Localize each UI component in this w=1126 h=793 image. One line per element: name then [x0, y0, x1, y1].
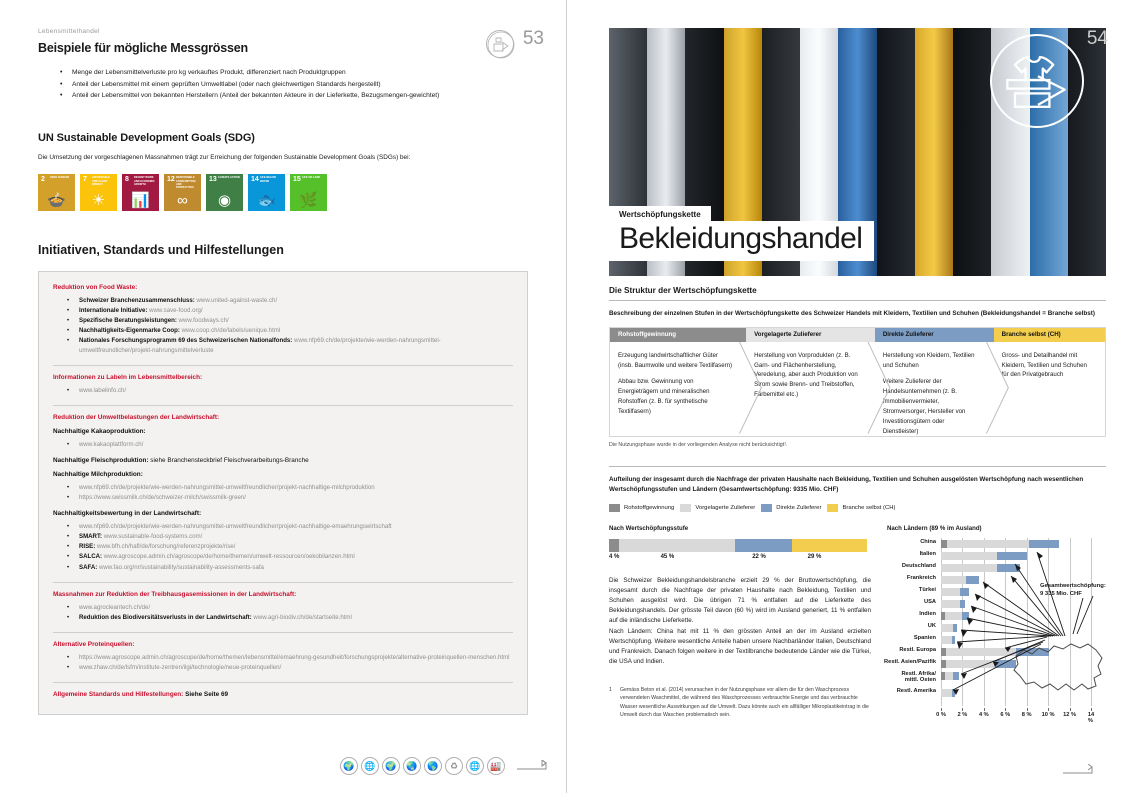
sdg-glyph: ◉ [217, 191, 232, 209]
sdg-7-icon [80, 174, 117, 211]
stack-value-2: 45 % [660, 553, 675, 560]
item-url: www.nfp69.ch/de/projekte/wie-werden-nahrungsmittel-umweltfreundlicher/projekt-nahrungsmittelverluste [79, 337, 441, 355]
table-row [941, 564, 1020, 572]
stack-value-4: 29 % [807, 553, 822, 560]
legend-swatch [827, 504, 838, 512]
globe-asia-icon[interactable]: 🌏 [403, 757, 421, 775]
item-url: https://www.swissmilk.ch/de/schweizer-milch/swissmilk-green/ [79, 494, 246, 502]
chain-footnote: Die Nutzungsphase wurde in der vorliegenden Analyse nicht berücksichtigt¹. [609, 441, 788, 448]
chain-stage-body-2 [746, 342, 875, 437]
infobox-list [53, 603, 513, 623]
chart-subtitle-country: Nach Ländern (89 % im Ausland) [887, 524, 982, 532]
country-bar-chart [884, 538, 1106, 724]
infobox-heading-environment: Reduktion der Umweltbelastungen der Landwirtschaft: [53, 414, 220, 422]
row-label: Restl. Asien/Pazifik [884, 658, 936, 665]
item-url: www.save-food.org/ [147, 306, 203, 314]
sdg-number: 7 [83, 175, 87, 183]
measures-list [38, 67, 528, 102]
list-item[interactable] [53, 552, 513, 562]
infobox-heading-ghg: Massnahmen zur Reduktion der Treibhausgasemissionen in der Landwirtschaft: [53, 590, 297, 598]
table-row [941, 600, 965, 608]
list-item[interactable] [53, 532, 513, 542]
infobox-list [53, 483, 513, 503]
infobox-list [53, 522, 513, 572]
sdg-12-icon [164, 174, 201, 211]
chain-stage-body-1 [610, 342, 746, 437]
footnote-text: Gemäss Beton et al. (2014) verursachen in der Nutzungsphase vor allem die für den Waschprozess verwendeten Waschmittel, die während des Waschprozesses verbrauchte Energie und das verbrauchte Wasser wesentliche Auswirkungen auf die Umwelt. Dazu könnte auch ein allfälliger Mikroplastikeintrag in die Umwelt durch das Waschen problematisch sein. [620, 687, 869, 718]
row-label: Türkei [918, 586, 936, 593]
infobox-heading-labels: Informationen zu Labeln im Lebensmittelbereich: [53, 374, 203, 382]
table-row [941, 672, 959, 680]
x-tick-label: 10 % [1041, 711, 1055, 718]
infobox-heading-protein: Alternative Proteinquellen: [53, 640, 135, 648]
sdg-glyph: 🐟 [257, 191, 276, 209]
row-label: Restl. Europa [899, 646, 936, 653]
sdg-label: RESPONSIBLE CONSUMPTION AND PRODUCTION [176, 176, 196, 190]
page-number-right: 54 [1086, 28, 1108, 49]
chart-row-china [920, 538, 1091, 550]
row-label: Restl. Amerika [896, 687, 936, 694]
body-paragraph-2: Nach Ländern: China hat mit 11 % den grössten Anteil an der im Ausland erzielten Wertschöpfung. Weitere wesentliche Anteile haben unsere Nachbarländer Italien, Deutschland und Frankreich. Danach folgen weitere in der Textilbranche bedeutende Länder wie die Türkei, die USA und Indien. [609, 627, 871, 665]
chain-text: Gross- und Detailhandel mit Kleidern, Textilien und Schuhen für den Privatgebrauch [1001, 351, 1087, 379]
chart-subtitle-stage: Nach Wertschöpfungsstufe [609, 524, 689, 532]
sdg-number: 15 [293, 175, 301, 183]
globe-hand-icon[interactable]: 🌎 [424, 757, 442, 775]
chain-header-row [610, 328, 1105, 342]
world-map-icon[interactable]: 🌐 [361, 757, 379, 775]
country-chart-column [884, 524, 1106, 724]
item-url: https://www.agroscope.admin.ch/agroscope/de/home/themen/lebensmittel/emaehrung-gesundheit/forschungsprojekte/alternative-proteinquellen-menschen.html [79, 653, 510, 661]
item-url: www.agrocleantech.ch/de/ [79, 603, 151, 611]
item-url: www.zhaw.ch/de/lsfm/institute-zentren/ilgi/technologie/neue-proteinquellen/ [79, 663, 282, 671]
chart-row-indien [919, 610, 1091, 622]
chain-body-row [610, 342, 1105, 437]
sdg-2-icon [38, 174, 75, 211]
list-item: • Anteil der Lebensmittel von bekannten Herstellern (Anteil der bekannten Akteure in der Lieferkette, Bezugsmengen-gewichtet) [38, 90, 528, 102]
breadcrumb-eyebrow: Lebensmittelhandel [38, 28, 100, 35]
chain-stage-header-4: Branche selbst (CH) [994, 328, 1105, 342]
sdg-glyph: 🍲 [47, 191, 66, 209]
row-label: China [920, 538, 936, 545]
legend-item-vorgelagert [680, 504, 755, 512]
chain-text: Erzeugung landwirtschaftlicher Güter (insb. Baumwolle und weitere Textilfasern) [618, 351, 733, 369]
item-url: www.agri-biodiv.ch/de/startseite.html [251, 613, 352, 621]
infobox-list [53, 386, 513, 396]
item-label: Nachhaltigkeits-Eigenmarke Coop: [79, 326, 180, 334]
chart-annotation-total: Gesamtwertschöpfung: 9 335 Mio. CHF [1040, 582, 1106, 598]
list-item[interactable] [53, 336, 513, 356]
footnote-mark: 1 [609, 687, 612, 693]
item-label: SAFA: [79, 563, 98, 571]
table-row [941, 636, 955, 644]
section-title-initiatives: Initiativen, Standards und Hilfestellungen [38, 242, 284, 257]
kicker-label: Wertschöpfungskette [609, 206, 711, 221]
initiatives-infobox [38, 271, 528, 715]
back-arrow-icon[interactable] [516, 760, 552, 772]
item-url: www.agroscope.admin.ch/agroscope/de/home/themen/umwelt-ressourcen/oekobilanzen.html [102, 553, 355, 561]
row-label: USA [923, 598, 936, 605]
sdg-14-icon [248, 174, 285, 211]
chain-stage-header-2: Vorgelagerte Zulieferer [746, 328, 875, 342]
sdg-number: 14 [251, 175, 259, 183]
stage-chart-column [609, 525, 871, 723]
x-tick-label: 14 % [1087, 711, 1095, 724]
infobox-heading-standards [53, 691, 513, 698]
item-url: www.bfh.ch/hafl/de/forschung/referenzprojekte/rise/ [95, 543, 236, 551]
legend-swatch [609, 504, 620, 512]
list-item[interactable] [53, 653, 513, 663]
chain-stage-header-1: Rohstoffgewinnung [610, 328, 746, 342]
item-url: www.labelinfo.ch/ [79, 387, 127, 395]
section-title-structure: Die Struktur der Wertschöpfungskette [609, 286, 757, 295]
list-item: • Menge der Lebensmittelverluste pro kg verkauftes Produkt, differenziert nach Produktgruppen [38, 67, 528, 79]
body-text [609, 576, 871, 667]
shirt-exchange-circle-icon [990, 34, 1084, 128]
sdg-number: 13 [209, 175, 217, 183]
page-title-measures: Beispiele für mögliche Messgrössen [38, 41, 248, 55]
list-item[interactable] [53, 316, 513, 326]
chain-text: Herstellung von Vorprodukten (z. B. Garn- und Flächenherstellung, Veredelung, aber auch Produktion von Strom sowie Brenn- und Treibstoffen, Färbemittel etc.) [754, 351, 858, 399]
list-item[interactable] [53, 563, 513, 573]
infobox-sub-cocoa: Nachhaltige Kakaoproduktion: [53, 428, 146, 436]
divider [53, 682, 513, 683]
item-label: SMART: [79, 533, 103, 541]
stacked-bar-stage [609, 539, 867, 552]
stack-value-1: 4 % [609, 553, 620, 560]
stack-segment-rohstoff [609, 539, 619, 552]
sdg-glyph: ∞ [177, 191, 188, 209]
table-row [941, 689, 955, 697]
earth-band-icon[interactable]: 🌐 [466, 757, 484, 775]
legend-label: Vorgelagerte Zulieferer [695, 504, 756, 511]
item-label: Spezifische Beratungsleistungen: [79, 316, 177, 324]
list-item[interactable] [53, 542, 513, 552]
legend-item-direkte [761, 504, 821, 512]
chain-text: Abbau bzw. Gewinnung von Energieträgern und mineralischen Rohstoffen (z. B. für synthetische Textilfasern) [618, 378, 710, 416]
infobox-list [53, 653, 513, 673]
back-arrow-icon[interactable] [1062, 763, 1098, 775]
x-tick-label: 8 % [1021, 711, 1032, 718]
globe-icon[interactable]: 🌍 [340, 757, 358, 775]
list-item[interactable] [53, 326, 513, 336]
sdg-number: 12 [167, 175, 175, 183]
table-row [941, 588, 969, 596]
list-item[interactable] [53, 483, 513, 493]
list-item[interactable] [53, 613, 513, 623]
page-title-text: Bekleidungshandel [619, 222, 863, 255]
legend-swatch [680, 504, 691, 512]
sub-text: siehe Branchensteckbrief Fleischverarbeitungs-Branche [148, 457, 309, 465]
list-item[interactable] [53, 522, 513, 532]
page-number-left: 53 [522, 28, 544, 49]
list-item[interactable] [53, 386, 513, 396]
legend-label: Rohstoffgewinnung [624, 504, 675, 511]
sdg-label: LIFE BELOW WATER [260, 176, 276, 183]
divider [609, 300, 1106, 301]
switzerland-map-icon [1008, 634, 1106, 700]
chain-caption: Beschreibung der einzelnen Stufen in der Wertschöpfungskette des Schweizer Handels mit Kleidern, Textilien und Schuhen (Bekleidungshandel = Branche selbst) [609, 310, 1095, 317]
row-label: Deutschland [901, 562, 936, 569]
charts-area [609, 525, 1106, 723]
list-item: • Anteil der Lebensmittel mit einem geprüften Umweltlabel (oder nach gleichwertigen Standards hergestellt) [38, 79, 528, 91]
legend-label: Branche selbst (CH) [842, 504, 896, 511]
row-label: Indien [919, 610, 936, 617]
chart-x-axis [936, 708, 1095, 724]
globe-africa-icon[interactable]: 🌍 [382, 757, 400, 775]
heading-suffix: Siehe Seite 69 [183, 690, 229, 698]
sdg-icon-row [38, 174, 528, 211]
item-label: SALCA: [79, 553, 103, 561]
list-item[interactable] [53, 663, 513, 673]
heading-text: Allgemeine Standards und Hilfestellungen: [53, 690, 184, 698]
infobox-heading-foodwaste: Reduktion von Food Waste: [53, 283, 138, 291]
infobox-sub-assessment: Nachhaltigkeitsbewertung in der Landwirtschaft: [53, 510, 202, 518]
infobox-sub-meat [53, 457, 513, 464]
chart-row-uk [927, 622, 1091, 634]
stacked-bar-labels [609, 552, 867, 564]
value-chart-caption: Aufteilung der insgesamt durch die Nachfrage der privaten Haushalte nach Bekleidung, Textilien und Schuhen ausgelösten Wertschöpfung nach wesentlichen Wertschöpfungsstufen und Ländern (Gesamtwertschöpfung: 9335 Mio. CHF) [609, 475, 1084, 493]
sdg-label: AFFORDABLE AND CLEAN ENERGY [92, 176, 110, 186]
item-url: www.fao.org/nr/sustainability/sustainability-assessments-safa [97, 563, 264, 571]
sdg-label: ZERO HUNGER [50, 176, 70, 180]
chain-stage-body-3 [875, 342, 994, 437]
item-url: www.foodways.ch/ [176, 316, 229, 324]
sdg-lead-text: Die Umsetzung der vorgeschlagenen Massnahmen trägt zur Erreichung der folgenden Sustainable Development Goals (SDGs) bei: [38, 153, 411, 161]
table-row [941, 576, 979, 584]
stack-segment-branche [792, 539, 867, 552]
legend-item-rohstoff [609, 504, 674, 512]
x-tick-label: 2 % [957, 711, 968, 718]
x-tick-label: 12 % [1063, 711, 1077, 718]
chart-row-deutschland [901, 562, 1091, 574]
row-label: Spanien [913, 634, 936, 641]
row-label: Restl. Afrika/ mittl. Osten [901, 670, 936, 684]
chain-text: Weitere Zulieferer der Handelsunternehmen (z. B. Immobilienvermieter, Stromversorger, Hersteller von Investitionsgütern oder Dienstleister) [882, 378, 966, 435]
sdg-glyph: 🌿 [299, 191, 318, 209]
legend-swatch [761, 504, 772, 512]
chart-legend [609, 504, 1106, 512]
sdg-number: 2 [41, 175, 45, 183]
chain-text: Herstellung von Kleidern, Textilien und Schuhen [882, 351, 975, 369]
list-item[interactable] [53, 306, 513, 316]
right-page [567, 0, 1126, 793]
table-row [941, 552, 1027, 560]
row-label: Italien [919, 550, 936, 557]
legend-item-branche [827, 504, 895, 512]
row-label: Frankreich [906, 574, 936, 581]
footer-icon-row [340, 757, 552, 775]
stack-segment-direkte [735, 539, 792, 552]
list-item[interactable] [53, 493, 513, 503]
item-label: Nationales Forschungsprogramm 69 des Schweizerischen Nationalfonds: [79, 337, 293, 345]
chain-stage-body-4 [994, 342, 1105, 437]
list-item[interactable] [53, 603, 513, 613]
infobox-list [53, 440, 513, 450]
divider [53, 582, 513, 583]
divider [53, 632, 513, 633]
sdg-number: 8 [125, 175, 129, 183]
table-row [941, 660, 1016, 668]
list-item[interactable] [53, 440, 513, 450]
section-title-sdg: UN Sustainable Development Goals (SDG) [38, 131, 255, 144]
divider [609, 466, 1106, 467]
x-tick-label: 0 % [936, 711, 946, 718]
divider [53, 405, 513, 406]
sdg-glyph: 📊 [131, 191, 150, 209]
item-label: Schweizer Branchenzusammenschluss: [79, 296, 195, 304]
sub-label: Nachhaltige Fleischproduktion: [53, 457, 149, 465]
item-url: www.united-against-waste.ch/ [194, 296, 278, 304]
item-url: www.coop.ch/de/labels/uenique.html [179, 326, 281, 334]
row-label: UK [927, 622, 936, 629]
body-paragraph-1: Die Schweizer Bekleidungshandelsbranche erzielt 29 % der Bruttowertschöpfung, die insgesamt durch die Nachfrage der privaten Haushalte nach Bekleidung, Textilien und Schuhen ausgelöst wird. Die übrigen 71 % entfallen auf die Lieferkette des Bekleidungshandels. Der grösste Teil davon (60 %) wird im Ausland generiert, 11 % entfallen auf die inländische Lieferkette. [609, 576, 871, 625]
sdg-15-icon [290, 174, 327, 211]
item-url: www.nfp69.ch/de/projekte/wie-werden-nahrungsmittel-umweltfreundlicher/projekt-nachhaltige-emaehrungswirtschaft [79, 523, 392, 531]
infobox-list [53, 296, 513, 356]
sdg-glyph: ☀ [91, 191, 106, 209]
legend-label: Direkte Zulieferer [776, 504, 822, 511]
chain-stage-header-3: Direkte Zulieferer [875, 328, 994, 342]
factory-globe-icon[interactable]: 🏭 [487, 757, 505, 775]
sdg-label: LIFE ON LAND [302, 176, 321, 180]
chart-row-usa [923, 598, 1091, 610]
infobox-sub-milk: Nachhaltige Milchproduktion: [53, 471, 143, 479]
item-url: www.kakaoplattform.ch/ [79, 441, 144, 449]
x-tick-label: 4 % [978, 711, 989, 718]
table-row [941, 612, 969, 620]
item-label: RISE: [79, 543, 96, 551]
footnote [609, 686, 871, 719]
sdg-label: CLIMATE ACTION [218, 176, 240, 180]
sdg-label: DECENT WORK AND ECONOMIC GROWTH [134, 176, 155, 186]
stack-segment-vorgelagert [619, 539, 735, 552]
item-url: www.sustainable-food-systems.com/ [102, 533, 203, 541]
value-chain-diagram [609, 327, 1106, 437]
table-row [941, 540, 1059, 548]
page-title [609, 221, 874, 261]
item-label: Internationale Initiative: [79, 306, 148, 314]
stack-value-3: 22 % [752, 553, 766, 560]
item-url: www.nfp69.ch/de/projekte/wie-werden-nahrungsmittel-umweltfreundlicher/projekt-nachhaltige-milchproduktion [79, 484, 375, 492]
x-tick-label: 6 % [1000, 711, 1011, 718]
list-item[interactable] [53, 296, 513, 306]
sdg-8-icon [122, 174, 159, 211]
recycle-globe-icon[interactable]: ♻ [445, 757, 463, 775]
sdg-13-icon [206, 174, 243, 211]
chart-row-italien [919, 550, 1091, 562]
divider [53, 365, 513, 366]
item-label: Reduktion des Biodiversitätsverlusts in der Landwirtschaft: [79, 613, 252, 621]
table-row [941, 624, 957, 632]
